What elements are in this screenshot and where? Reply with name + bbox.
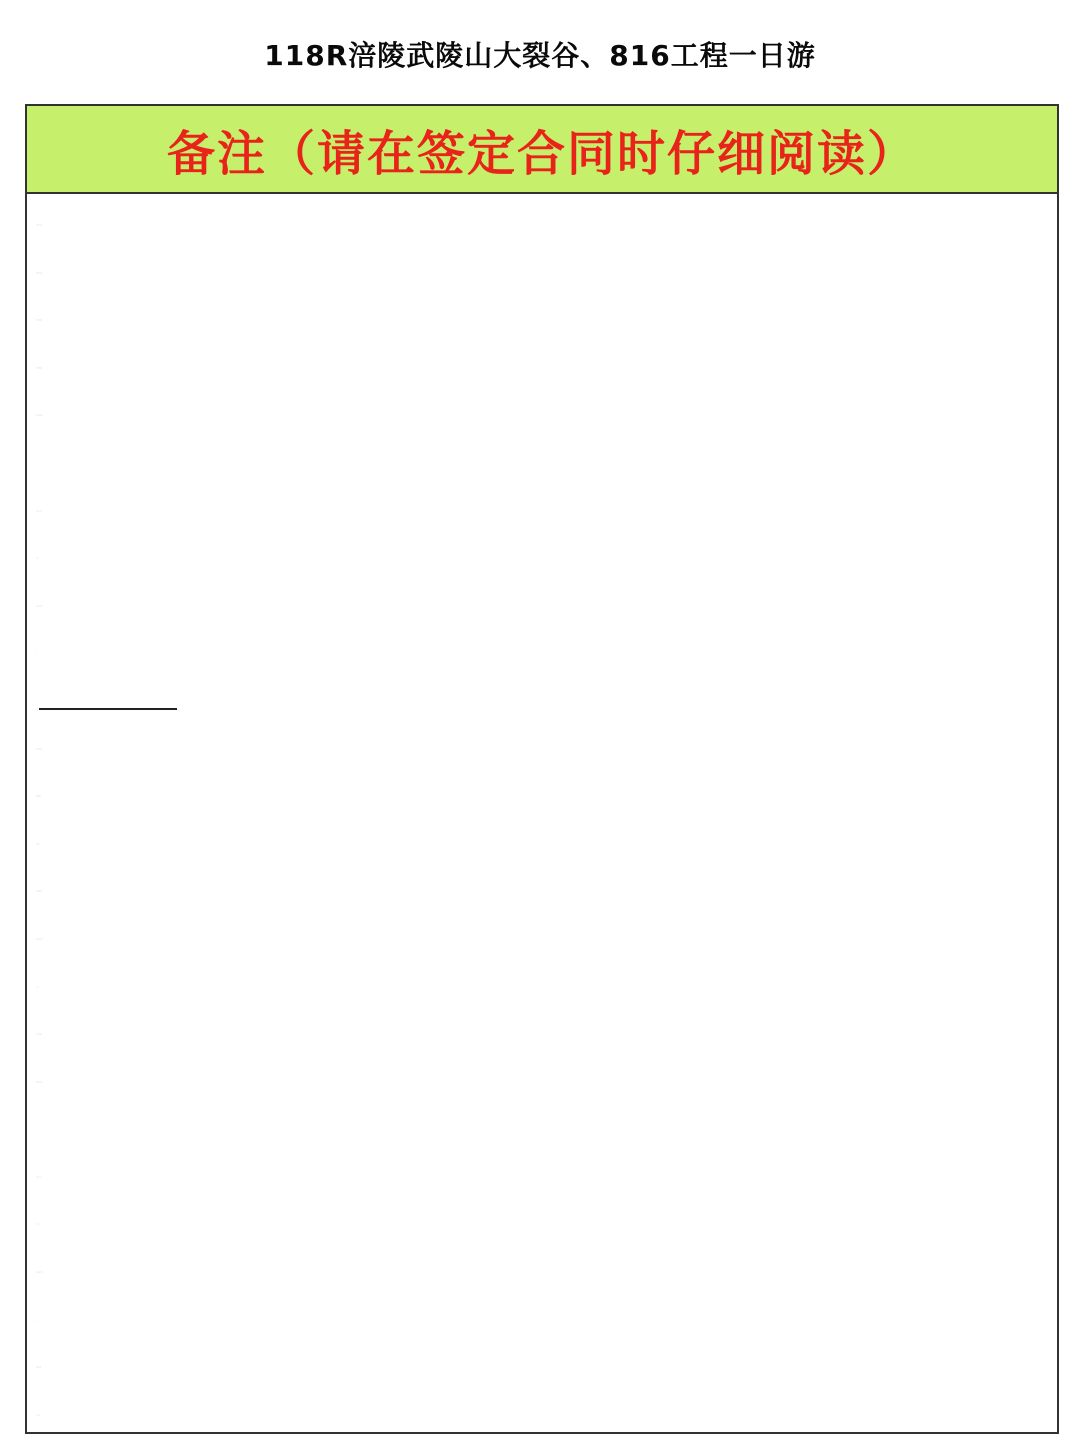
note-line [36,1297,1057,1345]
note-line [36,1201,1057,1249]
note-line [36,583,1057,631]
note-line [36,868,1057,916]
note-line [36,916,1057,964]
note-line [36,297,1057,345]
notes-body [27,194,1057,1439]
note-line [36,1059,1057,1107]
note-line [36,392,1057,440]
note-line [36,1392,1057,1440]
page-title: 118R涪陵武陵山大裂谷、816工程一日游 [264,39,816,72]
note-line [36,821,1057,869]
note-line [36,1154,1057,1202]
note-line [36,1106,1057,1154]
note-line-with-blank [36,678,1057,726]
notes-header-text: 备注（请在签定合同时仔细阅读） [166,125,917,182]
note-line [36,202,1057,250]
note-line [36,488,1057,536]
note-line [36,345,1057,393]
notes-header [27,106,1057,194]
note-line [36,1249,1057,1297]
fill-in-blank [39,678,177,710]
note-line [36,440,1057,488]
note-line [36,1011,1057,1059]
note-line [36,250,1057,298]
note-line [36,773,1057,821]
note-line [36,1344,1057,1392]
note-line [36,630,1057,678]
note-line [36,964,1057,1012]
notes-table [25,104,1059,1434]
note-line [36,726,1057,774]
note-line [36,535,1057,583]
